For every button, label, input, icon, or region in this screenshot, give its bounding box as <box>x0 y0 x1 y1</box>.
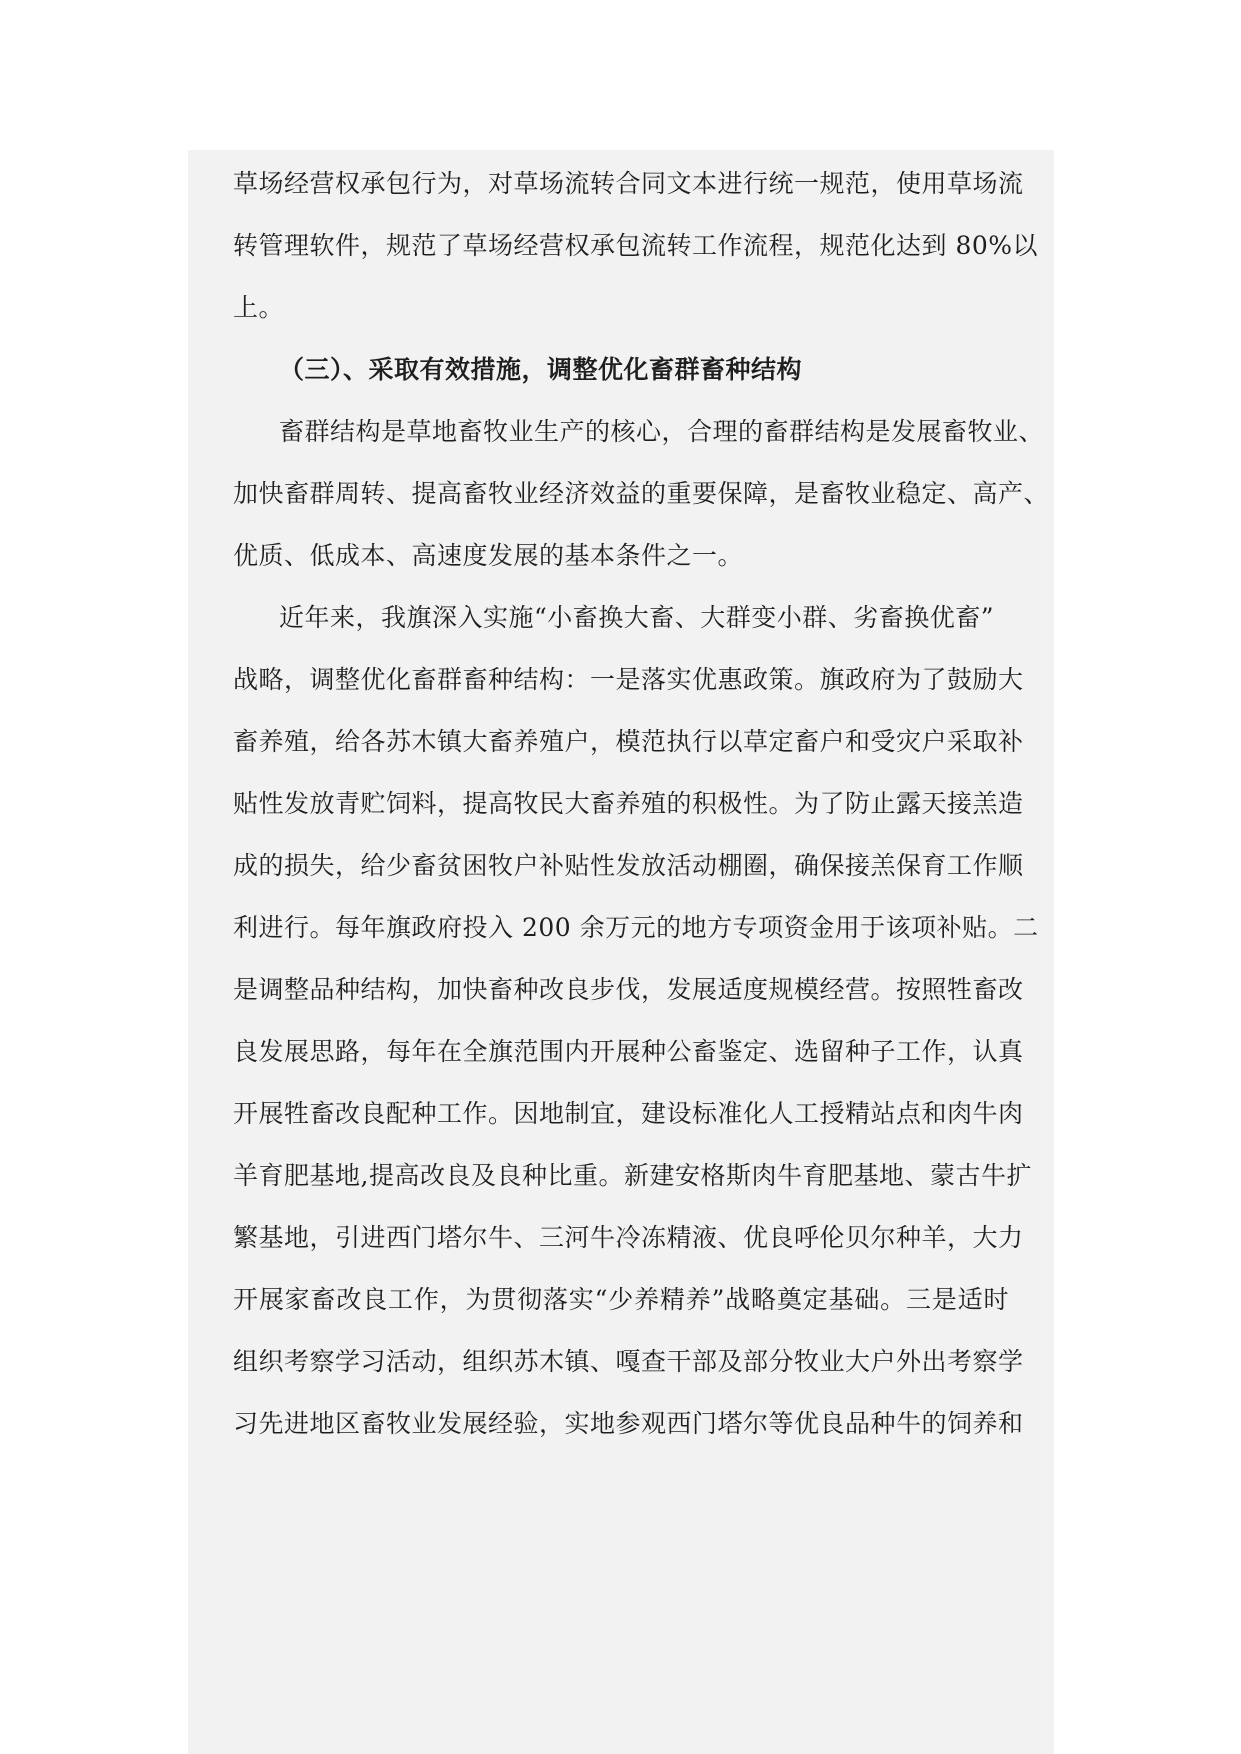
body-line: 组织考察学习活动，组织苏木镇、嘎查干部及部分牧业大户外出考察学 <box>233 1347 1024 1376</box>
body-line: 成的损失，给少畜贫困牧户补贴性发放活动棚圈，确保接羔保育工作顺 <box>233 851 1024 880</box>
body-line: 畜群结构是草地畜牧业生产的核心，合理的畜群结构是发展畜牧业、 <box>279 417 1045 446</box>
body-line: 是调整品种结构，加快畜种改良步伐，发展适度规模经营。按照牲畜改 <box>233 975 1024 1004</box>
body-line: 开展牲畜改良配种工作。因地制宜，建设标准化人工授精站点和肉牛肉 <box>233 1099 1024 1128</box>
body-line: 转管理软件，规范了草场经营权承包流转工作流程，规范化达到 80%以 <box>233 231 1039 260</box>
body-line: 优质、低成本、高速度发展的基本条件之一。 <box>233 541 744 570</box>
body-line: 上。 <box>233 293 285 322</box>
body-line: 战略，调整优化畜群畜种结构：一是落实优惠政策。旗政府为了鼓励大 <box>233 665 1024 694</box>
body-line: 习先进地区畜牧业发展经验，实地参观西门塔尔等优良品种牛的饲养和 <box>233 1409 1024 1438</box>
body-line: 利进行。每年旗政府投入 200 余万元的地方专项资金用于该项补贴。二 <box>233 913 1039 942</box>
body-line: 畜养殖，给各苏木镇大畜养殖户，模范执行以草定畜户和受灾户采取补 <box>233 727 1024 756</box>
body-line: 近年来，我旗深入实施“小畜换大畜、大群变小群、劣畜换优畜” <box>279 603 995 632</box>
body-line: 羊育肥基地,提高改良及良种比重。新建安格斯肉牛育肥基地、蒙古牛扩 <box>233 1161 1032 1190</box>
page-background <box>188 150 1054 1754</box>
body-line: 贴性发放青贮饲料，提高牧民大畜养殖的积极性。为了防止露天接羔造 <box>233 789 1024 818</box>
body-line: 繁基地，引进西门塔尔牛、三河牛冷冻精液、优良呼伦贝尔种羊，大力 <box>233 1223 1024 1252</box>
body-line: 良发展思路，每年在全旗范围内开展种公畜鉴定、选留种子工作，认真 <box>233 1037 1024 1066</box>
body-line: 加快畜群周转、提高畜牧业经济效益的重要保障，是畜牧业稳定、高产、 <box>233 479 1050 508</box>
body-line: 开展家畜改良工作，为贯彻落实“少养精养”战略奠定基础。三是适时 <box>233 1285 1009 1314</box>
section-heading: （三）、采取有效措施，调整优化畜群畜种结构 <box>279 355 803 384</box>
body-line: 草场经营权承包行为，对草场流转合同文本进行统一规范，使用草场流 <box>233 169 1024 198</box>
